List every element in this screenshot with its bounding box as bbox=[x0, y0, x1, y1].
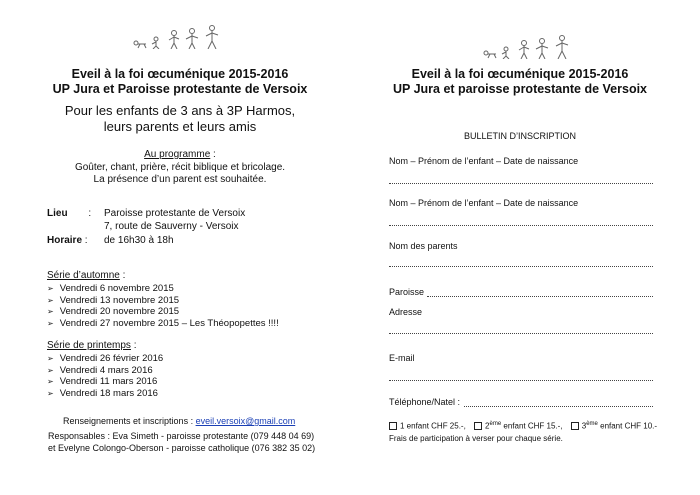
lieu-line2: 7, route de Sauverny - Versoix bbox=[104, 221, 239, 232]
lieu-line1: Paroisse protestante de Versoix bbox=[104, 208, 246, 219]
programme-line2: La présence d’un parent est souhaitée. bbox=[93, 174, 267, 185]
horaire-label: Horaire : bbox=[47, 235, 88, 246]
field-input-adresse[interactable] bbox=[389, 333, 653, 334]
field-label-adresse: Adresse bbox=[389, 307, 423, 317]
autumn-date-list bbox=[47, 283, 279, 329]
field-label-email: E-mail bbox=[389, 353, 415, 363]
list-item: ➢ Vendredi 6 novembre 2015 bbox=[47, 283, 279, 295]
fee-option2-label: enfant CHF 15.-, bbox=[501, 421, 563, 431]
spring-date-list bbox=[47, 353, 163, 399]
field-label-child2: Nom – Prénom de l’enfant – Date de naissance bbox=[389, 198, 579, 208]
field-label-parents: Nom des parents bbox=[389, 241, 458, 251]
horaire-value: de 16h30 à 18h bbox=[104, 235, 174, 246]
field-input-child2[interactable] bbox=[389, 225, 653, 226]
fee-option1-checkbox[interactable] bbox=[389, 422, 397, 430]
contact-line bbox=[63, 416, 295, 426]
form-heading: BULLETIN D’INSCRIPTION bbox=[463, 131, 577, 141]
responsables-line2: et Evelyne Colongo-Oberson - paroisse catholique (076 382 35 02) bbox=[48, 443, 316, 453]
list-item: ➢ Vendredi 11 mars 2016 bbox=[47, 376, 163, 388]
responsables-line1: Responsables : Eva Simeth - paroisse protestante (079 448 04 69) bbox=[48, 431, 315, 441]
programme-label: Au programme bbox=[144, 149, 211, 160]
family-walking-icon bbox=[128, 25, 228, 49]
field-input-telephone[interactable] bbox=[464, 406, 653, 407]
field-label-telephone: Téléphone/Natel : bbox=[389, 397, 461, 407]
left-title-line1: Eveil à la foi œcuménique 2015-2016 bbox=[71, 67, 289, 81]
field-label-paroisse: Paroisse bbox=[389, 287, 425, 297]
fee-option2-checkbox[interactable] bbox=[474, 422, 482, 430]
right-title-line2: UP Jura et paroisse protestante de Versoix bbox=[392, 82, 648, 96]
fee-option3-label: enfant CHF 10.- bbox=[597, 421, 658, 431]
programme-colon: : bbox=[210, 149, 216, 160]
contact-email-link[interactable]: eveil.versoix@gmail.com bbox=[195, 416, 296, 426]
field-input-email[interactable] bbox=[389, 380, 653, 381]
right-title-line1: Eveil à la foi œcuménique 2015-2016 bbox=[411, 67, 629, 81]
fee-option1-label: 1 enfant CHF 25.-, bbox=[400, 421, 466, 431]
left-subtitle-line1: Pour les enfants de 3 ans à 3P Harmos, bbox=[64, 103, 296, 118]
left-subtitle-line2: leurs parents et leurs amis bbox=[103, 119, 257, 134]
autumn-heading: Série d’automne : bbox=[47, 270, 126, 281]
list-item: ➢ Vendredi 26 février 2016 bbox=[47, 353, 163, 365]
fee-note: Frais de participation à verser pour chaque série. bbox=[389, 434, 563, 443]
field-input-paroisse[interactable] bbox=[427, 296, 653, 297]
lieu-label: Lieu : bbox=[47, 208, 92, 219]
field-input-child1[interactable] bbox=[389, 183, 653, 184]
field-input-parents[interactable] bbox=[389, 266, 653, 267]
contact-label: Renseignements et inscriptions : bbox=[63, 416, 196, 426]
list-item: ➢ Vendredi 4 mars 2016 bbox=[47, 365, 163, 377]
programme-heading bbox=[50, 149, 310, 160]
field-label-child1: Nom – Prénom de l’enfant – Date de naissance bbox=[389, 156, 579, 166]
spring-heading: Série de printemps : bbox=[47, 340, 137, 351]
list-item: ➢ Vendredi 13 novembre 2015 bbox=[47, 295, 279, 307]
left-title-line2: UP Jura et Paroisse protestante de Versoix bbox=[52, 82, 308, 96]
family-walking-icon bbox=[478, 35, 578, 59]
list-item: ➢ Vendredi 18 mars 2016 bbox=[47, 388, 163, 400]
fee-option3-checkbox[interactable] bbox=[571, 422, 579, 430]
fee-options-line: 1 enfant CHF 25.-, 2ème enfant CHF 15.-, 3ème enfant CHF 10.- bbox=[389, 421, 657, 431]
programme-line1: Goûter, chant, prière, récit biblique et bricolage. bbox=[74, 162, 286, 173]
list-item: ➢ Vendredi 20 novembre 2015 bbox=[47, 306, 279, 318]
list-item: ➢ Vendredi 27 novembre 2015 – Les Théopopettes !!!! bbox=[47, 318, 279, 330]
